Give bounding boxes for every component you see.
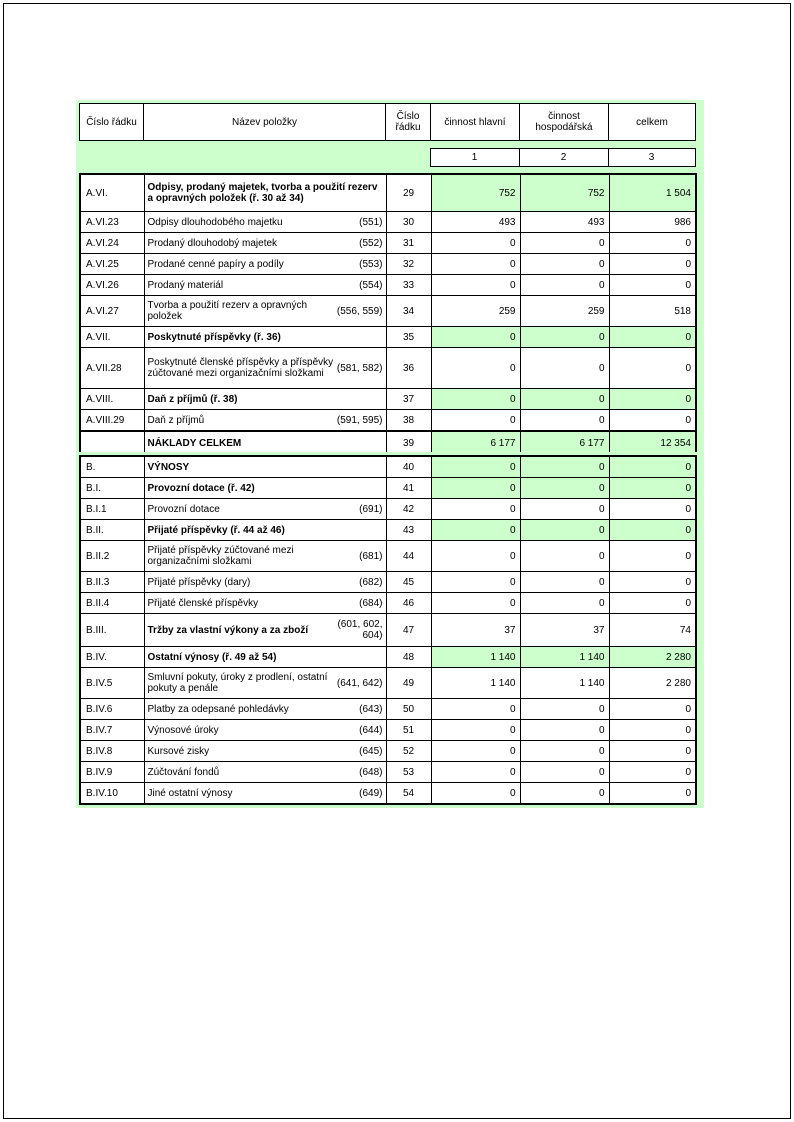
account-number: (648) xyxy=(359,766,383,778)
row-number-cell: 35 xyxy=(386,327,431,348)
account-number: (591, 595) xyxy=(336,414,383,426)
value-cell: 0 xyxy=(431,762,520,783)
item-name: Ostatní výnosy (ř. 49 až 54) xyxy=(147,651,277,663)
value-cell: 0 xyxy=(609,233,696,254)
account-number: (684) xyxy=(359,597,383,609)
value-cell: 37 xyxy=(431,614,520,647)
item-name-wrap xyxy=(148,672,383,694)
item-name: Tvorba a použití rezerv a opravných položek xyxy=(147,300,308,322)
table-row xyxy=(80,668,696,699)
account-number: (581, 582) xyxy=(336,362,383,374)
item-name: Přijaté členské příspěvky xyxy=(147,597,259,609)
row-number-cell: 34 xyxy=(386,296,431,327)
item-name: Výnosové úroky xyxy=(147,724,219,736)
value-cell: 0 xyxy=(520,233,609,254)
item-name: VÝNOSY xyxy=(147,461,190,473)
column-index-spacer xyxy=(79,149,430,167)
item-name-cell xyxy=(144,647,386,668)
item-name-cell xyxy=(144,783,386,805)
item-name-cell xyxy=(144,478,386,499)
item-name-wrap xyxy=(148,725,383,736)
row-number-cell: 29 xyxy=(386,174,431,212)
row-code-cell: B.I.1 xyxy=(80,499,144,520)
value-cell: 0 xyxy=(520,762,609,783)
row-number-cell: 47 xyxy=(386,614,431,647)
value-cell: 0 xyxy=(431,275,520,296)
value-cell: 0 xyxy=(609,720,696,741)
row-number-cell: 49 xyxy=(386,668,431,699)
item-name-cell xyxy=(144,327,386,348)
table-row xyxy=(80,389,696,410)
item-name: Prodaný materiál xyxy=(147,279,224,291)
item-name-wrap xyxy=(148,504,383,515)
value-cell: 0 xyxy=(609,327,696,348)
value-cell: 0 xyxy=(431,478,520,499)
value-cell: 752 xyxy=(520,174,609,212)
row-code-cell: A.VIII. xyxy=(80,389,144,410)
column-header-activity-main: činnost hlavní xyxy=(431,104,520,141)
value-cell: 986 xyxy=(609,212,696,233)
value-cell: 0 xyxy=(520,593,609,614)
row-code-cell: B.I. xyxy=(80,478,144,499)
value-cell: 259 xyxy=(520,296,609,327)
item-name-wrap xyxy=(148,545,383,567)
table-row xyxy=(80,410,696,432)
item-name-wrap xyxy=(148,300,383,322)
row-code-cell: B.II.3 xyxy=(80,572,144,593)
value-cell: 1 140 xyxy=(431,668,520,699)
row-code-cell: A.VII.28 xyxy=(80,348,144,389)
value-cell: 0 xyxy=(431,389,520,410)
item-name: Přijaté příspěvky (ř. 44 až 46) xyxy=(147,524,285,536)
row-code-cell: B.IV.7 xyxy=(80,720,144,741)
column-header-activity-economic: činnost hospodářská xyxy=(520,104,609,141)
value-cell: 0 xyxy=(431,520,520,541)
column-header-row-code: Číslo řádku xyxy=(80,104,144,141)
account-number: (552) xyxy=(359,237,383,249)
account-number: (553) xyxy=(359,258,383,270)
account-number: (649) xyxy=(359,787,383,799)
costs-panel xyxy=(76,100,704,460)
row-code-cell: B.III. xyxy=(80,614,144,647)
account-number: (682) xyxy=(359,576,383,588)
item-name: Platby za odepsané pohledávky xyxy=(147,703,289,715)
value-cell: 74 xyxy=(609,614,696,647)
row-code-cell: A.VI.26 xyxy=(80,275,144,296)
value-cell: 0 xyxy=(609,389,696,410)
value-cell: 0 xyxy=(609,410,696,432)
item-name-cell xyxy=(144,741,386,762)
row-number-cell: 32 xyxy=(386,254,431,275)
item-name-wrap xyxy=(148,462,383,473)
row-code-cell: B. xyxy=(80,456,144,478)
value-cell: 0 xyxy=(520,520,609,541)
row-code-cell: A.VI.27 xyxy=(80,296,144,327)
value-cell: 493 xyxy=(431,212,520,233)
row-code-cell: B.IV.9 xyxy=(80,762,144,783)
item-name-cell xyxy=(144,593,386,614)
item-name: Přijaté příspěvky (dary) xyxy=(147,576,251,588)
row-number-cell: 30 xyxy=(386,212,431,233)
value-cell: 0 xyxy=(609,456,696,478)
column-index-2: 2 xyxy=(519,149,608,167)
row-code-cell: A.VI.23 xyxy=(80,212,144,233)
table-row xyxy=(80,520,696,541)
row-number-cell: 46 xyxy=(386,593,431,614)
account-number: (644) xyxy=(359,724,383,736)
item-name-cell xyxy=(144,572,386,593)
column-index-1: 1 xyxy=(430,149,519,167)
value-cell: 0 xyxy=(431,699,520,720)
table-row xyxy=(80,647,696,668)
value-cell: 0 xyxy=(520,541,609,572)
item-name: Odpisy, prodaný majetek, tvorba a použití rezerv a opravných položek (ř. 30 až 34) xyxy=(147,182,378,204)
item-name-cell xyxy=(144,614,386,647)
row-number-cell: 43 xyxy=(386,520,431,541)
table-row xyxy=(80,783,696,805)
value-cell: 0 xyxy=(520,456,609,478)
item-name-wrap xyxy=(148,394,383,405)
row-code-cell: A.VI.24 xyxy=(80,233,144,254)
value-cell: 37 xyxy=(520,614,609,647)
row-number-cell: 41 xyxy=(386,478,431,499)
item-name-wrap xyxy=(148,767,383,778)
value-cell: 0 xyxy=(520,348,609,389)
item-name: Daň z příjmů xyxy=(147,414,205,426)
row-code-cell: B.IV.6 xyxy=(80,699,144,720)
item-name: Jiné ostatní výnosy xyxy=(147,787,233,799)
item-name: NÁKLADY CELKEM xyxy=(147,438,242,449)
item-name-wrap xyxy=(148,746,383,757)
item-name-cell xyxy=(144,720,386,741)
table-row xyxy=(80,499,696,520)
value-cell: 0 xyxy=(431,327,520,348)
row-number-cell: 50 xyxy=(386,699,431,720)
row-code-cell: B.II.4 xyxy=(80,593,144,614)
value-cell: 0 xyxy=(520,327,609,348)
table-row xyxy=(80,720,696,741)
table-row xyxy=(80,541,696,572)
account-number: (681) xyxy=(359,550,383,562)
row-number-cell: 37 xyxy=(386,389,431,410)
revenues-panel xyxy=(76,452,704,808)
row-code-cell: A.VII. xyxy=(80,327,144,348)
value-cell: 0 xyxy=(431,456,520,478)
value-cell: 0 xyxy=(431,254,520,275)
item-name: Provozní dotace (ř. 42) xyxy=(147,482,255,494)
account-number: (554) xyxy=(359,279,383,291)
item-name-wrap xyxy=(148,217,383,228)
value-cell: 0 xyxy=(520,783,609,805)
row-code-cell: B.IV. xyxy=(80,647,144,668)
row-code-cell: B.II. xyxy=(80,520,144,541)
value-cell: 0 xyxy=(520,275,609,296)
column-index-cells xyxy=(79,149,695,167)
table-row xyxy=(80,741,696,762)
account-number: (641, 642) xyxy=(336,677,383,689)
table-row xyxy=(80,254,696,275)
table-row xyxy=(80,212,696,233)
row-number-cell: 52 xyxy=(386,741,431,762)
row-code-cell: A.VI. xyxy=(80,174,144,212)
account-number: (645) xyxy=(359,745,383,757)
item-name: Tržby za vlastní výkony a za zboží xyxy=(147,624,309,636)
item-name-cell xyxy=(144,348,386,389)
table-row xyxy=(80,327,696,348)
row-number-cell: 33 xyxy=(386,275,431,296)
item-name-wrap xyxy=(148,182,383,204)
row-number-cell: 48 xyxy=(386,647,431,668)
value-cell: 0 xyxy=(520,741,609,762)
item-name-wrap xyxy=(148,577,383,588)
value-cell: 2 280 xyxy=(609,647,696,668)
item-name-wrap xyxy=(148,704,383,715)
item-name-cell xyxy=(144,541,386,572)
value-cell: 0 xyxy=(520,389,609,410)
item-name-wrap xyxy=(148,598,383,609)
value-cell: 0 xyxy=(609,254,696,275)
value-cell: 0 xyxy=(609,499,696,520)
account-number: (691) xyxy=(359,503,383,515)
value-cell: 0 xyxy=(431,720,520,741)
value-cell: 0 xyxy=(520,499,609,520)
account-number: (643) xyxy=(359,703,383,715)
column-header-total: celkem xyxy=(609,104,696,141)
value-cell: 518 xyxy=(609,296,696,327)
value-cell: 0 xyxy=(431,348,520,389)
value-cell: 0 xyxy=(431,593,520,614)
column-index-3: 3 xyxy=(608,149,695,167)
row-number-cell: 53 xyxy=(386,762,431,783)
value-cell: 1 140 xyxy=(520,647,609,668)
row-number-cell: 39 xyxy=(386,431,431,456)
item-name-cell xyxy=(144,389,386,410)
item-name-cell xyxy=(144,212,386,233)
item-name-wrap xyxy=(148,438,383,449)
item-name-cell xyxy=(144,174,386,212)
item-name-wrap xyxy=(148,332,383,343)
column-header-row-number: Číslo řádku xyxy=(386,104,431,141)
table-row xyxy=(80,296,696,327)
table-row xyxy=(80,762,696,783)
table-row xyxy=(80,174,696,212)
value-cell: 0 xyxy=(431,410,520,432)
value-cell: 0 xyxy=(520,572,609,593)
value-cell: 0 xyxy=(431,741,520,762)
value-cell: 1 140 xyxy=(520,668,609,699)
item-name-cell xyxy=(144,456,386,478)
value-cell: 0 xyxy=(609,520,696,541)
table-row xyxy=(80,572,696,593)
row-number-cell: 44 xyxy=(386,541,431,572)
item-name-cell xyxy=(144,499,386,520)
item-name-wrap xyxy=(148,280,383,291)
item-name-wrap xyxy=(148,652,383,663)
value-cell: 1 140 xyxy=(431,647,520,668)
item-name-wrap xyxy=(148,788,383,799)
value-cell: 0 xyxy=(431,572,520,593)
value-cell: 0 xyxy=(431,783,520,805)
table-row xyxy=(80,233,696,254)
item-name-cell xyxy=(144,296,386,327)
item-name-wrap xyxy=(148,357,383,379)
row-code-cell: A.VI.25 xyxy=(80,254,144,275)
value-cell: 1 504 xyxy=(609,174,696,212)
value-cell: 752 xyxy=(431,174,520,212)
value-cell: 0 xyxy=(520,478,609,499)
value-cell: 0 xyxy=(609,762,696,783)
row-code-cell: A.VIII.29 xyxy=(80,410,144,432)
account-number: (556, 559) xyxy=(336,305,383,317)
row-code-cell: B.IV.10 xyxy=(80,783,144,805)
value-cell: 0 xyxy=(609,348,696,389)
value-cell: 6 177 xyxy=(431,431,520,456)
item-name: Prodané cenné papíry a podíly xyxy=(147,258,284,270)
table-row xyxy=(80,478,696,499)
column-header-table xyxy=(79,103,696,141)
value-cell: 0 xyxy=(431,541,520,572)
table-row xyxy=(80,699,696,720)
item-name-cell xyxy=(144,254,386,275)
item-name-cell xyxy=(144,275,386,296)
value-cell: 0 xyxy=(609,572,696,593)
account-number: (601, 602, 604) xyxy=(337,619,383,641)
value-cell: 0 xyxy=(520,410,609,432)
item-name-cell xyxy=(144,668,386,699)
value-cell: 0 xyxy=(520,699,609,720)
item-name: Prodaný dlouhodobý majetek xyxy=(147,237,278,249)
value-cell: 259 xyxy=(431,296,520,327)
value-cell: 12 354 xyxy=(609,431,696,456)
value-cell: 0 xyxy=(520,254,609,275)
value-cell: 0 xyxy=(431,499,520,520)
item-name-wrap xyxy=(148,483,383,494)
row-code-cell: B.IV.5 xyxy=(80,668,144,699)
item-name: Přijaté příspěvky zúčtované mezi organizačními složkami xyxy=(147,545,294,567)
item-name-cell xyxy=(144,410,386,432)
item-name: Odpisy dlouhodobého majetku xyxy=(147,216,283,228)
row-number-cell: 38 xyxy=(386,410,431,432)
row-number-cell: 42 xyxy=(386,499,431,520)
table-row xyxy=(80,456,696,478)
item-name-wrap xyxy=(148,415,383,426)
row-number-cell: 36 xyxy=(386,348,431,389)
row-number-cell: 51 xyxy=(386,720,431,741)
item-name: Zúčtování fondů xyxy=(147,766,220,778)
row-number-cell: 45 xyxy=(386,572,431,593)
item-name: Poskytnuté příspěvky (ř. 36) xyxy=(147,331,281,343)
value-cell: 6 177 xyxy=(520,431,609,456)
item-name-wrap xyxy=(148,238,383,249)
table-row xyxy=(80,275,696,296)
item-name-wrap xyxy=(148,259,383,270)
row-number-cell: 31 xyxy=(386,233,431,254)
value-cell: 0 xyxy=(609,783,696,805)
value-cell: 2 280 xyxy=(609,668,696,699)
value-cell: 0 xyxy=(609,541,696,572)
value-cell: 0 xyxy=(609,741,696,762)
column-header-row xyxy=(80,104,696,141)
item-name-cell xyxy=(144,762,386,783)
row-number-cell: 54 xyxy=(386,783,431,805)
value-cell: 0 xyxy=(609,478,696,499)
item-name: Daň z příjmů (ř. 38) xyxy=(147,393,238,405)
value-cell: 0 xyxy=(520,720,609,741)
table-row xyxy=(80,348,696,389)
item-name: Poskytnuté členské příspěvky a příspěvky zúčtované mezi organizačními složkami xyxy=(147,357,334,379)
account-number: (551) xyxy=(359,216,383,228)
item-name: Kursové zisky xyxy=(147,745,210,757)
value-cell: 0 xyxy=(609,275,696,296)
item-name-cell xyxy=(144,233,386,254)
value-cell: 0 xyxy=(609,699,696,720)
item-name: Provozní dotace xyxy=(147,503,220,515)
value-cell: 0 xyxy=(609,593,696,614)
value-cell: 0 xyxy=(431,233,520,254)
row-code-cell: B.II.2 xyxy=(80,541,144,572)
column-index-row xyxy=(79,148,696,167)
item-name-cell xyxy=(144,699,386,720)
row-code-cell: B.IV.8 xyxy=(80,741,144,762)
costs-table xyxy=(79,173,697,457)
column-header-item-name: Název položky xyxy=(144,104,386,141)
table-row xyxy=(80,614,696,647)
item-name-cell xyxy=(144,520,386,541)
item-name-wrap xyxy=(148,525,383,536)
item-name-wrap xyxy=(148,619,383,641)
item-name: Smluvní pokuty, úroky z prodlení, ostatní pokuty a penále xyxy=(147,672,328,694)
revenues-table xyxy=(79,455,697,805)
value-cell: 493 xyxy=(520,212,609,233)
row-number-cell: 40 xyxy=(386,456,431,478)
table-row xyxy=(80,593,696,614)
